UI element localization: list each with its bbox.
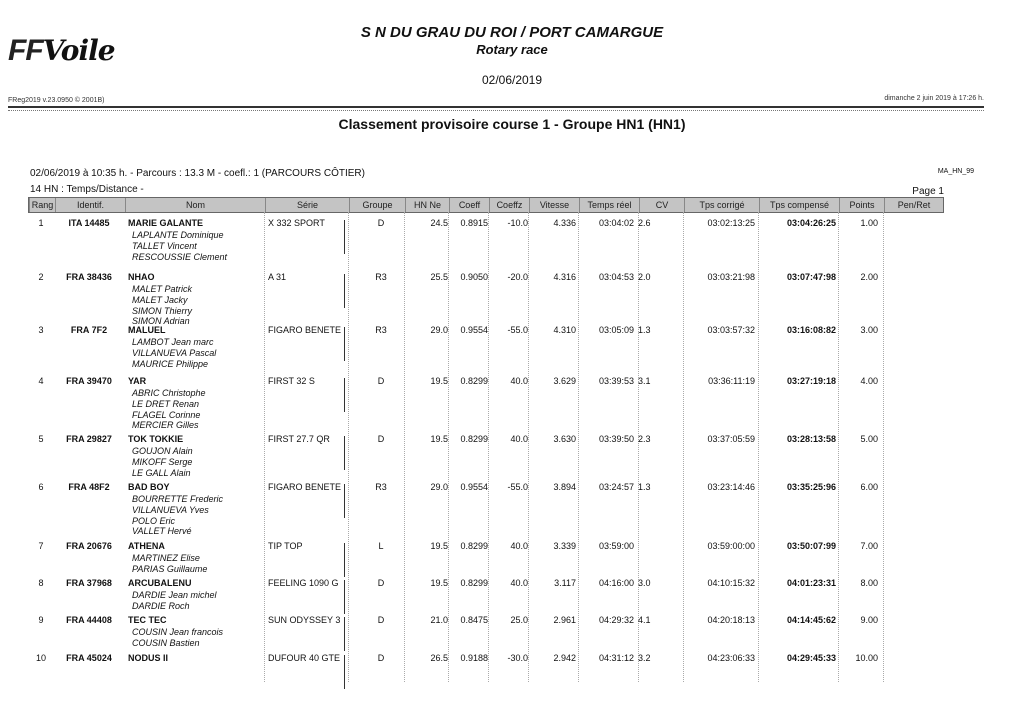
- crew-member: DARDIE Roch: [132, 600, 190, 611]
- cell-groupe: D: [377, 653, 385, 663]
- cell-id: FRA 48F2: [68, 482, 110, 492]
- cell-coef: 0.8915: [460, 218, 488, 228]
- cell-cv: 3.2: [638, 653, 651, 663]
- cell-rang: 10: [35, 653, 46, 663]
- header-rule: [8, 106, 984, 108]
- cell-corrige: 03:03:21:98: [707, 272, 755, 282]
- cell-rang: 5: [38, 434, 44, 444]
- cell-vitesse: 4.336: [553, 218, 576, 228]
- cell-serie: FIRST 27.7 QR: [268, 434, 330, 444]
- series-bar: [344, 543, 345, 577]
- cell-coefz: 40.0: [510, 434, 528, 444]
- table-header: [28, 197, 944, 213]
- crew-member: ABRIC Christophe: [132, 388, 206, 398]
- crew-member: COUSIN Bastien: [132, 637, 200, 648]
- cell-nom: BAD BOY: [128, 482, 170, 492]
- cell-compense: 03:04:26:25: [786, 218, 836, 228]
- cell-vitesse: 3.894: [553, 482, 576, 492]
- cell-temps: 03:59:00: [598, 541, 634, 551]
- cell-temps: 04:31:12: [598, 653, 634, 663]
- club-title: S N DU GRAU DU ROI / PORT CAMARGUE: [360, 24, 664, 41]
- col-header-corrige: Tps corrigé: [684, 198, 759, 212]
- cell-id: FRA 7F2: [70, 325, 108, 335]
- results-table: [28, 212, 942, 712]
- cell-nom: YAR: [128, 376, 147, 386]
- col-header-penret: Pen/Ret: [884, 198, 943, 212]
- col-header-identif: Identif.: [55, 198, 125, 212]
- cell-compense: 03:35:25:96: [786, 482, 836, 492]
- cell-temps: 03:04:53: [598, 272, 634, 282]
- col-header-coef: Coeff: [449, 198, 489, 212]
- col-header-groupe: Groupe: [349, 198, 405, 212]
- cell-temps: 03:39:53: [598, 376, 634, 386]
- col-header-cv: CV: [639, 198, 684, 212]
- cell-rang: 3: [38, 325, 44, 335]
- crew-member: MERCIER Gilles: [132, 420, 199, 431]
- cell-rang: 4: [38, 376, 44, 386]
- cell-coef: 0.8299: [460, 541, 488, 551]
- cell-serie: SUN ODYSSEY 3: [268, 615, 341, 625]
- series-bar: [344, 327, 345, 361]
- cell-serie: FIGARO BENETE: [268, 482, 342, 492]
- cell-id: FRA 45024: [66, 653, 112, 663]
- cell-vitesse: 2.961: [553, 615, 576, 625]
- cell-nom: NODUS II: [128, 653, 169, 663]
- cell-rang: 7: [38, 541, 44, 551]
- cell-coef: 0.8299: [460, 578, 488, 588]
- cell-coefz: 40.0: [510, 376, 528, 386]
- cell-groupe: R3: [375, 325, 387, 335]
- cell-id: FRA 37968: [66, 578, 112, 588]
- cell-coefz: -10.0: [507, 218, 528, 228]
- crew-member: SIMON Adrian: [132, 316, 190, 327]
- crew-member: GOUJON Alain: [132, 446, 193, 456]
- cell-nom: MARIE GALANTE: [128, 218, 203, 228]
- crew-member: COUSIN Jean francois: [132, 627, 224, 637]
- cell-coefz: -55.0: [507, 325, 528, 335]
- cell-temps: 04:16:00: [598, 578, 634, 588]
- header-rule-dotted: [8, 110, 984, 111]
- cell-coefz: -55.0: [507, 482, 528, 492]
- cell-cv: 3.0: [638, 578, 651, 588]
- classement-title: Classement provisoire course 1 - Groupe HN1 (HN1): [338, 116, 686, 132]
- col-header-points: Points: [839, 198, 884, 212]
- cell-hn: 21.0: [430, 615, 448, 625]
- crew-member: LE DRET Renan: [132, 398, 200, 409]
- cell-corrige: 03:37:05:59: [707, 434, 755, 444]
- crew-member: LE GALL Alain: [132, 467, 191, 478]
- cell-coef: 0.9554: [460, 325, 488, 335]
- cell-compense: 04:29:45:33: [786, 653, 836, 663]
- cell-groupe: D: [377, 218, 385, 228]
- report-id: MA_HN_99: [937, 168, 974, 175]
- cell-corrige: 03:23:14:46: [707, 482, 755, 492]
- cell-nom: MALUEL: [128, 325, 166, 335]
- cell-hn: 24.5: [430, 218, 448, 228]
- generated-date: dimanche 2 juin 2019 à 17:26 h.: [884, 95, 984, 102]
- cell-corrige: 04:23:06:33: [707, 653, 755, 663]
- cell-coef: 0.8475: [460, 615, 488, 625]
- cell-temps: 03:39:50: [598, 434, 634, 444]
- cell-groupe: D: [377, 578, 385, 588]
- cell-temps: 03:24:57: [598, 482, 634, 492]
- cell-nom: TOK TOKKIE: [128, 434, 184, 444]
- cell-rang: 1: [38, 218, 44, 228]
- col-header-rang: Rang: [29, 198, 55, 212]
- cell-compense: 03:07:47:98: [786, 272, 836, 282]
- cell-coef: 0.8299: [460, 434, 488, 444]
- cell-hn: 25.5: [430, 272, 448, 282]
- cell-corrige: 03:59:00:00: [707, 541, 755, 551]
- cell-groupe: R3: [375, 272, 387, 282]
- cell-groupe: R3: [375, 482, 387, 492]
- cell-cv: 2.0: [638, 272, 651, 282]
- cell-serie: DUFOUR 40 GTE: [268, 653, 341, 663]
- cell-serie: FEELING 1090 G: [268, 578, 339, 588]
- cell-id: FRA 39470: [66, 376, 112, 386]
- cell-hn: 19.5: [430, 376, 448, 386]
- crew-member: VALLET Hervé: [132, 526, 192, 537]
- cell-points: 2.00: [860, 272, 878, 282]
- series-bar: [344, 580, 345, 614]
- cell-groupe: D: [377, 376, 385, 386]
- crew-member: MALET Patrick: [132, 284, 193, 294]
- race-date: 02/06/2019: [481, 73, 543, 87]
- cell-compense: 03:28:13:58: [786, 434, 836, 444]
- cell-vitesse: 3.630: [553, 434, 576, 444]
- page-number: Page 1: [912, 186, 944, 197]
- crew-member: MALET Jacky: [132, 294, 188, 305]
- cell-corrige: 03:03:57:32: [707, 325, 755, 335]
- cell-temps: 04:29:32: [598, 615, 634, 625]
- cell-corrige: 04:20:18:13: [707, 615, 755, 625]
- cell-groupe: D: [377, 434, 385, 444]
- cell-vitesse: 3.629: [553, 376, 576, 386]
- cell-id: ITA 14485: [68, 218, 110, 228]
- cell-corrige: 03:36:11:19: [708, 376, 755, 386]
- cell-compense: 04:01:23:31: [786, 578, 836, 588]
- cell-cv: 4.1: [638, 615, 651, 625]
- logo-ff: FF: [8, 34, 43, 67]
- cell-nom: ARCUBALENU: [128, 578, 192, 588]
- cell-rang: 6: [38, 482, 44, 492]
- cell-coef: 0.9554: [460, 482, 488, 492]
- group-info: 14 HN : Temps/Distance -: [30, 184, 144, 195]
- cell-hn: 19.5: [430, 541, 448, 551]
- cell-rang: 2: [38, 272, 44, 282]
- crew-member: VILLANUEVA Pascal: [132, 347, 217, 358]
- cell-cv: 1.3: [638, 482, 651, 492]
- cell-serie: FIGARO BENETE: [268, 325, 342, 335]
- cell-hn: 29.0: [430, 325, 448, 335]
- cell-points: 6.00: [860, 482, 878, 492]
- cell-points: 5.00: [860, 434, 878, 444]
- cell-compense: 04:14:45:62: [786, 615, 836, 625]
- crew-member: SIMON Thierry: [132, 305, 193, 316]
- cell-compense: 03:16:08:82: [786, 325, 836, 335]
- cell-hn: 19.5: [430, 434, 448, 444]
- cell-corrige: 03:02:13:25: [707, 218, 755, 228]
- crew-member: TALLET Vincent: [132, 240, 197, 251]
- cell-points: 3.00: [860, 325, 878, 335]
- cell-coef: 0.8299: [460, 376, 488, 386]
- cell-coefz: 40.0: [510, 541, 528, 551]
- col-header-vitesse: Vitesse: [529, 198, 579, 212]
- cell-rang: 8: [38, 578, 44, 588]
- cell-coefz: -30.0: [507, 653, 528, 663]
- cell-vitesse: 4.310: [553, 325, 576, 335]
- col-header-hn: HN Ne: [405, 198, 449, 212]
- cell-hn: 29.0: [430, 482, 448, 492]
- series-bar: [344, 655, 345, 689]
- cell-groupe: L: [378, 541, 384, 551]
- cell-points: 9.00: [860, 615, 878, 625]
- cell-coefz: 25.0: [510, 615, 528, 625]
- series-bar: [344, 617, 345, 651]
- col-header-temps: Temps réel: [579, 198, 639, 212]
- cell-coef: 0.9050: [460, 272, 488, 282]
- cell-cv: 3.1: [638, 376, 651, 386]
- cell-points: 1.00: [860, 218, 878, 228]
- col-header-serie: Série: [265, 198, 349, 212]
- crew-member: LAPLANTE Dominique: [132, 230, 224, 240]
- cell-coefz: 40.0: [510, 578, 528, 588]
- col-header-compense: Tps compensé: [759, 198, 839, 212]
- crew-member: PARIAS Guillaume: [132, 563, 208, 574]
- col-header-nom: Nom: [125, 198, 265, 212]
- cell-hn: 19.5: [430, 578, 448, 588]
- cell-serie: A 31: [268, 272, 287, 282]
- crew-member: MAURICE Philippe: [132, 358, 209, 369]
- cell-corrige: 04:10:15:32: [707, 578, 755, 588]
- series-bar: [344, 484, 345, 518]
- cell-id: FRA 20676: [66, 541, 112, 551]
- series-bar: [344, 274, 345, 308]
- cell-temps: 03:04:02: [598, 218, 634, 228]
- crew-member: RESCOUSSIE Clement: [132, 251, 228, 262]
- cell-coef: 0.9188: [460, 653, 488, 663]
- cell-coefz: -20.0: [507, 272, 528, 282]
- crew-member: LAMBOT Jean marc: [132, 337, 214, 347]
- cell-vitesse: 3.117: [554, 578, 576, 588]
- cell-cv: 2.6: [638, 218, 651, 228]
- cell-nom: NHAO: [128, 272, 155, 282]
- logo-voile: Voile: [42, 34, 115, 67]
- crew-member: MARTINEZ Elise: [132, 553, 200, 563]
- cell-hn: 26.5: [430, 653, 448, 663]
- crew-member: MIKOFF Serge: [132, 456, 193, 467]
- cell-points: 7.00: [860, 541, 878, 551]
- series-bar: [344, 220, 345, 254]
- cell-vitesse: 4.316: [553, 272, 576, 282]
- crew-member: POLO Eric: [132, 515, 176, 526]
- cell-points: 10.00: [855, 653, 878, 663]
- cell-points: 4.00: [860, 376, 878, 386]
- crew-member: BOURRETTE Frederic: [132, 494, 224, 504]
- cell-id: FRA 44408: [66, 615, 112, 625]
- crew-member: FLAGEL Corinne: [132, 409, 201, 420]
- series-bar: [344, 378, 345, 412]
- race-name: Rotary race: [476, 42, 548, 57]
- col-header-coefz: Coeffz: [489, 198, 529, 212]
- cell-compense: 03:50:07:99: [786, 541, 836, 551]
- cell-nom: ATHENA: [128, 541, 165, 551]
- software-version: FReg2019 v.23.0950 © 2001B): [8, 97, 105, 104]
- cell-points: 8.00: [860, 578, 878, 588]
- cell-cv: 2.3: [638, 434, 651, 444]
- cell-vitesse: 2.942: [553, 653, 576, 663]
- cell-id: FRA 29827: [66, 434, 112, 444]
- cell-serie: FIRST 32 S: [268, 376, 315, 386]
- cell-rang: 9: [38, 615, 44, 625]
- series-bar: [344, 436, 345, 470]
- cell-cv: 1.3: [638, 325, 651, 335]
- cell-id: FRA 38436: [66, 272, 112, 282]
- course-info: 02/06/2019 à 10:35 h. - Parcours : 13.3 M - coefl.: 1 (PARCOURS CÔTIER): [30, 168, 365, 179]
- cell-serie: TIP TOP: [268, 541, 303, 551]
- cell-temps: 03:05:09: [598, 325, 634, 335]
- cell-serie: X 332 SPORT: [268, 218, 325, 228]
- crew-member: VILLANUEVA Yves: [132, 504, 209, 515]
- cell-compense: 03:27:19:18: [786, 376, 836, 386]
- cell-groupe: D: [377, 615, 385, 625]
- crew-member: DARDIE Jean michel: [132, 590, 217, 600]
- cell-nom: TEC TEC: [128, 615, 167, 625]
- cell-vitesse: 3.339: [553, 541, 576, 551]
